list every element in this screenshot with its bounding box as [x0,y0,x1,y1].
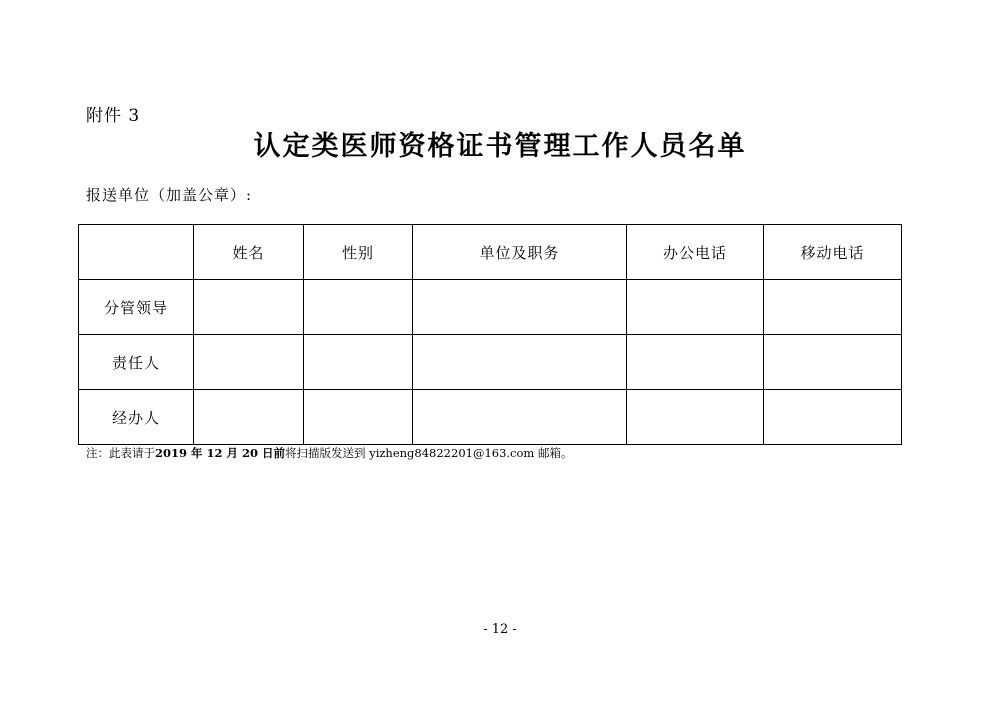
cell-unit-position [413,280,627,335]
cell-name [194,335,304,390]
note-email: yizheng84822201@163.com [369,446,535,460]
column-header-mobile-phone: 移动电话 [764,225,902,280]
corner-header-cell [79,225,194,280]
cell-gender [304,390,413,445]
cell-gender [304,335,413,390]
note-suffix: 邮箱。 [534,446,573,460]
submitting-unit-label: 报送单位（加盖公章）: [86,186,253,204]
cell-name [194,280,304,335]
row-label-leader-in-charge: 分管领导 [79,280,194,335]
cell-name [194,390,304,445]
page-number: - 12 - [483,622,517,637]
row-label-responsible-person: 责任人 [79,335,194,390]
note-prefix: 注：此表请于 [86,446,155,460]
column-header-office-phone: 办公电话 [627,225,764,280]
attachment-label: 附件 3 [86,106,141,126]
cell-unit-position [413,335,627,390]
table-row [79,390,902,445]
table-row [79,280,902,335]
document-title: 认定类医师资格证书管理工作人员名单 [253,131,747,162]
cell-gender [304,280,413,335]
cell-unit-position [413,390,627,445]
column-header-gender: 性别 [304,225,413,280]
cell-office-phone [627,280,764,335]
note-middle: 将扫描版发送到 [285,446,370,460]
table-row [79,335,902,390]
column-header-name: 姓名 [194,225,304,280]
cell-office-phone [627,335,764,390]
staff-roster-table [78,224,902,445]
note-deadline: 2019 年 12 月 20 日前 [155,446,286,460]
cell-office-phone [627,390,764,445]
submission-note [86,445,572,461]
cell-mobile-phone [764,390,902,445]
table-header-row [79,225,902,280]
cell-mobile-phone [764,335,902,390]
column-header-unit-position: 单位及职务 [413,225,627,280]
row-label-handler: 经办人 [79,390,194,445]
cell-mobile-phone [764,280,902,335]
